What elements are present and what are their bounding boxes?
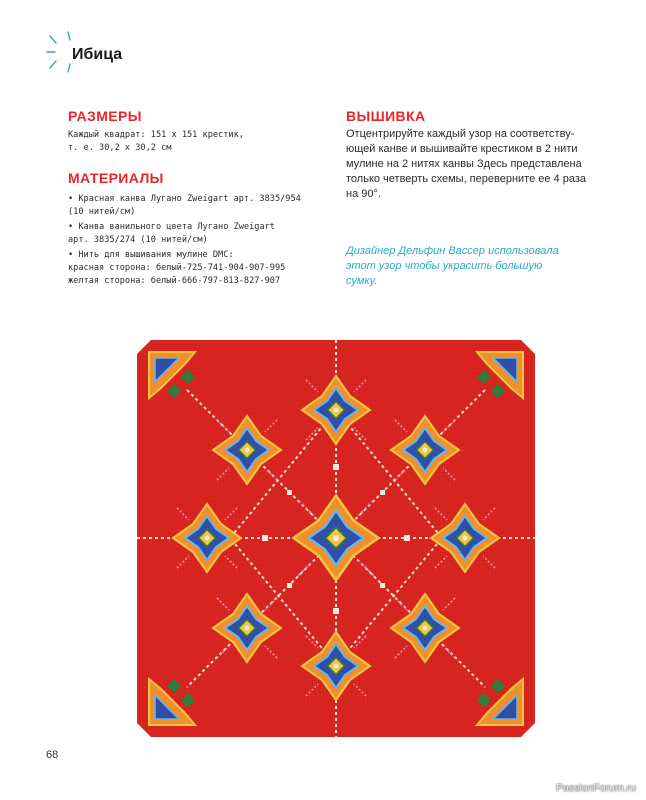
instruction-line: Отцентрируйте каждый узор на соответству- — [346, 128, 575, 140]
materials-text — [68, 193, 301, 287]
page-title: Ибица — [72, 46, 123, 63]
materials-line: красная сторона: белый-725-741-904-907-995 — [68, 262, 286, 273]
embroidery-heading: ВЫШИВКА — [346, 108, 426, 124]
embroidery-photo — [137, 340, 535, 737]
note-line: сумку. — [346, 275, 378, 287]
instruction-line: только четверть схемы, переверните ее 4 раза — [346, 173, 586, 185]
instruction-line: на 90°. — [346, 188, 381, 200]
page-number: 68 — [46, 749, 59, 761]
instruction-line: мулине на 2 нитях канвы Здесь представлена — [346, 158, 582, 170]
instruction-line: ющей канве и вышивайте крестиком в 2 нити — [346, 143, 578, 155]
materials-line: • Нить для вышивания мулине DMC: — [68, 250, 234, 261]
sizes-line: т. е. 30,2 x 30,2 см — [68, 142, 172, 153]
materials-line: желтая сторона: белый-666-797-813-827-907 — [68, 275, 281, 286]
materials-line: арт. 3835/274 (10 нитей/см) — [68, 234, 208, 245]
note-line: этот узор чтобы украсить большую — [346, 260, 543, 272]
watermark: PassionForum.ru — [556, 782, 636, 794]
embroidery-instructions — [346, 127, 606, 202]
materials-line: (10 нитей/см) — [68, 206, 136, 217]
sizes-heading: РАЗМЕРЫ — [68, 108, 142, 124]
sizes-line: Каждый квадрат: 151 x 151 крестик, — [68, 130, 244, 140]
materials-line: • Канва ванильного цвета Лугано Zweigart — [68, 222, 275, 233]
sizes-text — [68, 129, 244, 154]
note-line: Дизайнер Дельфин Вассер использовала — [346, 245, 559, 257]
materials-line: • Красная канва Лугано Zweigart арт. 3835/954 — [68, 194, 301, 204]
materials-heading: МАТЕРИАЛЫ — [68, 170, 164, 186]
designer-note — [346, 244, 586, 289]
